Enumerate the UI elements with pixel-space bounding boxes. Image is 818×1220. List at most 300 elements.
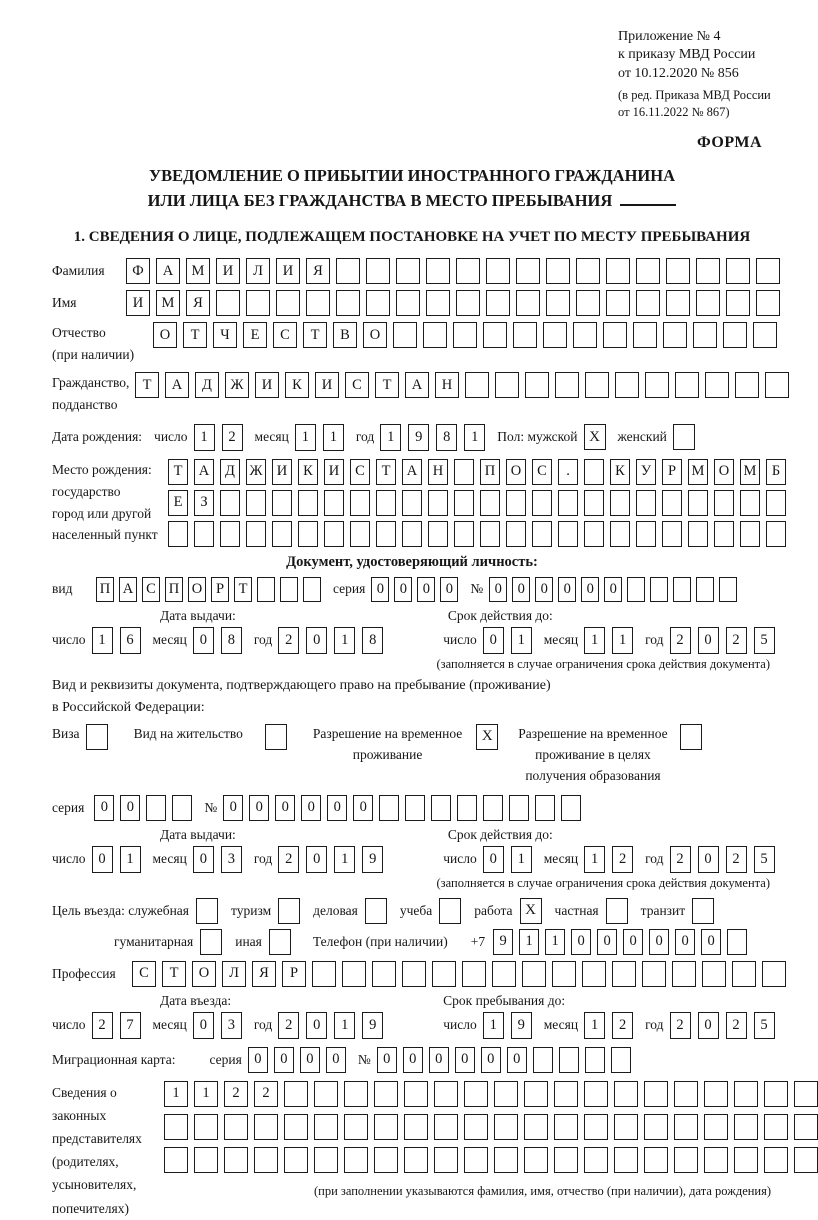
form-cell[interactable] bbox=[555, 372, 579, 398]
form-cell[interactable]: 2 bbox=[224, 1081, 248, 1107]
form-cell[interactable] bbox=[246, 490, 266, 516]
form-cell[interactable]: О bbox=[363, 322, 387, 348]
form-cell[interactable]: У bbox=[636, 459, 656, 485]
form-cell[interactable]: 9 bbox=[362, 1012, 383, 1039]
form-cell[interactable] bbox=[766, 521, 786, 547]
form-cell[interactable] bbox=[696, 258, 720, 284]
form-cell[interactable]: Т bbox=[303, 322, 327, 348]
temp-residence-checkbox[interactable]: X bbox=[476, 724, 498, 750]
form-cell[interactable] bbox=[714, 521, 734, 547]
form-cell[interactable]: 2 bbox=[670, 627, 691, 654]
form-cell[interactable]: С bbox=[345, 372, 369, 398]
form-cell[interactable]: 0 bbox=[94, 795, 114, 821]
form-cell[interactable] bbox=[735, 372, 759, 398]
form-cell[interactable] bbox=[642, 961, 666, 987]
form-cell[interactable] bbox=[753, 322, 777, 348]
form-cell[interactable]: 0 bbox=[698, 846, 719, 873]
form-cell[interactable] bbox=[374, 1114, 398, 1140]
form-cell[interactable] bbox=[344, 1147, 368, 1173]
form-cell[interactable] bbox=[298, 490, 318, 516]
form-cell[interactable] bbox=[513, 322, 537, 348]
form-cell[interactable] bbox=[194, 1114, 218, 1140]
form-cell[interactable]: Д bbox=[220, 459, 240, 485]
form-cell[interactable] bbox=[426, 290, 450, 316]
form-cell[interactable]: 1 bbox=[511, 846, 532, 873]
form-cell[interactable] bbox=[719, 577, 737, 602]
form-cell[interactable]: 1 bbox=[334, 1012, 355, 1039]
form-cell[interactable] bbox=[584, 1114, 608, 1140]
form-cell[interactable]: Т bbox=[135, 372, 159, 398]
form-cell[interactable] bbox=[492, 961, 516, 987]
form-cell[interactable]: Д bbox=[195, 372, 219, 398]
form-cell[interactable]: 1 bbox=[545, 929, 565, 955]
form-cell[interactable] bbox=[705, 372, 729, 398]
form-cell[interactable]: Л bbox=[222, 961, 246, 987]
form-cell[interactable]: 0 bbox=[571, 929, 591, 955]
form-cell[interactable]: М bbox=[688, 459, 708, 485]
form-cell[interactable]: 2 bbox=[670, 846, 691, 873]
form-cell[interactable] bbox=[561, 795, 581, 821]
form-cell[interactable] bbox=[525, 372, 549, 398]
form-cell[interactable] bbox=[462, 961, 486, 987]
form-cell[interactable]: 0 bbox=[698, 1012, 719, 1039]
form-cell[interactable]: 8 bbox=[221, 627, 242, 654]
form-cell[interactable]: П bbox=[96, 577, 114, 602]
form-cell[interactable] bbox=[224, 1147, 248, 1173]
form-cell[interactable] bbox=[662, 521, 682, 547]
form-cell[interactable]: 0 bbox=[698, 627, 719, 654]
form-cell[interactable]: 1 bbox=[164, 1081, 188, 1107]
form-cell[interactable] bbox=[636, 490, 656, 516]
form-cell[interactable] bbox=[524, 1081, 548, 1107]
form-cell[interactable]: 0 bbox=[193, 627, 214, 654]
form-cell[interactable] bbox=[672, 961, 696, 987]
form-cell[interactable] bbox=[379, 795, 399, 821]
form-cell[interactable]: 5 bbox=[754, 846, 775, 873]
form-cell[interactable] bbox=[172, 795, 192, 821]
form-cell[interactable]: И bbox=[315, 372, 339, 398]
form-cell[interactable]: 0 bbox=[249, 795, 269, 821]
form-cell[interactable] bbox=[480, 490, 500, 516]
form-cell[interactable]: 0 bbox=[377, 1047, 397, 1073]
form-cell[interactable]: С bbox=[532, 459, 552, 485]
form-cell[interactable]: 1 bbox=[584, 1012, 605, 1039]
form-cell[interactable]: 0 bbox=[675, 929, 695, 955]
form-cell[interactable]: 0 bbox=[483, 846, 504, 873]
form-cell[interactable] bbox=[636, 258, 660, 284]
form-cell[interactable] bbox=[576, 258, 600, 284]
form-cell[interactable]: 1 bbox=[519, 929, 539, 955]
form-cell[interactable]: 2 bbox=[92, 1012, 113, 1039]
form-cell[interactable] bbox=[432, 961, 456, 987]
form-cell[interactable] bbox=[614, 1081, 638, 1107]
form-cell[interactable]: 9 bbox=[362, 846, 383, 873]
purpose-humanitarian-checkbox[interactable] bbox=[200, 929, 222, 955]
form-cell[interactable]: А bbox=[402, 459, 422, 485]
form-cell[interactable] bbox=[522, 961, 546, 987]
form-cell[interactable] bbox=[734, 1081, 758, 1107]
form-cell[interactable]: 2 bbox=[222, 424, 243, 451]
purpose-study-checkbox[interactable] bbox=[439, 898, 461, 924]
form-cell[interactable] bbox=[554, 1081, 578, 1107]
form-cell[interactable] bbox=[314, 1114, 338, 1140]
form-cell[interactable]: И bbox=[324, 459, 344, 485]
form-cell[interactable]: Н bbox=[428, 459, 448, 485]
form-cell[interactable] bbox=[272, 490, 292, 516]
form-cell[interactable]: К bbox=[298, 459, 318, 485]
form-cell[interactable] bbox=[674, 1081, 698, 1107]
form-cell[interactable] bbox=[426, 258, 450, 284]
form-cell[interactable]: И bbox=[255, 372, 279, 398]
form-cell[interactable] bbox=[740, 521, 760, 547]
form-cell[interactable]: А bbox=[405, 372, 429, 398]
form-cell[interactable]: 1 bbox=[612, 627, 633, 654]
form-cell[interactable] bbox=[494, 1114, 518, 1140]
form-cell[interactable] bbox=[644, 1081, 668, 1107]
form-cell[interactable] bbox=[756, 290, 780, 316]
form-cell[interactable] bbox=[494, 1081, 518, 1107]
form-cell[interactable] bbox=[585, 1047, 605, 1073]
form-cell[interactable] bbox=[645, 372, 669, 398]
form-cell[interactable] bbox=[765, 372, 789, 398]
form-cell[interactable] bbox=[584, 1147, 608, 1173]
form-cell[interactable] bbox=[688, 490, 708, 516]
form-cell[interactable] bbox=[246, 521, 266, 547]
form-cell[interactable] bbox=[374, 1081, 398, 1107]
form-cell[interactable]: С bbox=[142, 577, 160, 602]
form-cell[interactable] bbox=[393, 322, 417, 348]
form-cell[interactable] bbox=[732, 961, 756, 987]
form-cell[interactable] bbox=[428, 521, 448, 547]
form-cell[interactable] bbox=[663, 322, 687, 348]
form-cell[interactable]: 1 bbox=[584, 627, 605, 654]
form-cell[interactable] bbox=[402, 961, 426, 987]
form-cell[interactable]: 0 bbox=[301, 795, 321, 821]
form-cell[interactable] bbox=[614, 1147, 638, 1173]
form-cell[interactable]: 1 bbox=[584, 846, 605, 873]
form-cell[interactable]: Т bbox=[375, 372, 399, 398]
form-cell[interactable] bbox=[284, 1114, 308, 1140]
form-cell[interactable] bbox=[194, 1147, 218, 1173]
form-cell[interactable] bbox=[552, 961, 576, 987]
form-cell[interactable] bbox=[726, 258, 750, 284]
form-cell[interactable] bbox=[434, 1114, 458, 1140]
form-cell[interactable] bbox=[546, 290, 570, 316]
form-cell[interactable]: 0 bbox=[597, 929, 617, 955]
form-cell[interactable] bbox=[146, 795, 166, 821]
form-cell[interactable]: 0 bbox=[558, 577, 576, 602]
form-cell[interactable]: И bbox=[216, 258, 240, 284]
temp-residence-education-checkbox[interactable] bbox=[680, 724, 702, 750]
form-cell[interactable] bbox=[674, 1147, 698, 1173]
form-cell[interactable] bbox=[727, 929, 747, 955]
form-cell[interactable] bbox=[506, 490, 526, 516]
form-cell[interactable] bbox=[764, 1114, 788, 1140]
form-cell[interactable]: М bbox=[186, 258, 210, 284]
form-cell[interactable]: 0 bbox=[306, 846, 327, 873]
form-cell[interactable] bbox=[704, 1147, 728, 1173]
form-cell[interactable] bbox=[516, 290, 540, 316]
purpose-other-checkbox[interactable] bbox=[269, 929, 291, 955]
form-cell[interactable] bbox=[584, 521, 604, 547]
form-cell[interactable] bbox=[559, 1047, 579, 1073]
form-cell[interactable] bbox=[723, 322, 747, 348]
form-cell[interactable]: 0 bbox=[489, 577, 507, 602]
form-cell[interactable] bbox=[650, 577, 668, 602]
form-cell[interactable]: Т bbox=[234, 577, 252, 602]
form-cell[interactable]: 1 bbox=[194, 424, 215, 451]
form-cell[interactable] bbox=[483, 795, 503, 821]
form-cell[interactable] bbox=[344, 1114, 368, 1140]
form-cell[interactable] bbox=[465, 372, 489, 398]
form-cell[interactable] bbox=[696, 577, 714, 602]
form-cell[interactable] bbox=[636, 521, 656, 547]
form-cell[interactable]: 0 bbox=[193, 846, 214, 873]
form-cell[interactable]: 1 bbox=[194, 1081, 218, 1107]
form-cell[interactable]: 5 bbox=[754, 627, 775, 654]
form-cell[interactable] bbox=[644, 1147, 668, 1173]
form-cell[interactable]: В bbox=[333, 322, 357, 348]
form-cell[interactable] bbox=[532, 490, 552, 516]
form-cell[interactable] bbox=[324, 490, 344, 516]
form-cell[interactable] bbox=[582, 961, 606, 987]
form-cell[interactable]: 2 bbox=[278, 846, 299, 873]
form-cell[interactable]: Т bbox=[183, 322, 207, 348]
form-cell[interactable] bbox=[486, 258, 510, 284]
form-cell[interactable]: А bbox=[156, 258, 180, 284]
form-cell[interactable] bbox=[734, 1114, 758, 1140]
form-cell[interactable]: 7 bbox=[120, 1012, 141, 1039]
form-cell[interactable] bbox=[495, 372, 519, 398]
form-cell[interactable] bbox=[194, 521, 214, 547]
form-cell[interactable]: 1 bbox=[511, 627, 532, 654]
form-cell[interactable] bbox=[284, 1147, 308, 1173]
form-cell[interactable] bbox=[464, 1114, 488, 1140]
form-cell[interactable]: О bbox=[506, 459, 526, 485]
form-cell[interactable]: 0 bbox=[701, 929, 721, 955]
form-cell[interactable]: К bbox=[610, 459, 630, 485]
form-cell[interactable] bbox=[216, 290, 240, 316]
form-cell[interactable]: С bbox=[350, 459, 370, 485]
form-cell[interactable]: О bbox=[153, 322, 177, 348]
form-cell[interactable]: Ж bbox=[246, 459, 266, 485]
form-cell[interactable] bbox=[636, 290, 660, 316]
form-cell[interactable] bbox=[372, 961, 396, 987]
form-cell[interactable] bbox=[246, 290, 270, 316]
form-cell[interactable] bbox=[666, 290, 690, 316]
form-cell[interactable] bbox=[762, 961, 786, 987]
form-cell[interactable] bbox=[257, 577, 275, 602]
form-cell[interactable] bbox=[303, 577, 321, 602]
form-cell[interactable] bbox=[543, 322, 567, 348]
form-cell[interactable] bbox=[794, 1114, 818, 1140]
form-cell[interactable] bbox=[704, 1114, 728, 1140]
form-cell[interactable] bbox=[740, 490, 760, 516]
form-cell[interactable]: 9 bbox=[408, 424, 429, 451]
form-cell[interactable] bbox=[431, 795, 451, 821]
form-cell[interactable] bbox=[376, 490, 396, 516]
form-cell[interactable] bbox=[714, 490, 734, 516]
form-cell[interactable]: 2 bbox=[670, 1012, 691, 1039]
form-cell[interactable]: С bbox=[132, 961, 156, 987]
form-cell[interactable] bbox=[284, 1081, 308, 1107]
form-cell[interactable] bbox=[610, 521, 630, 547]
sex-female-checkbox[interactable] bbox=[673, 424, 695, 450]
form-cell[interactable]: 0 bbox=[353, 795, 373, 821]
form-cell[interactable] bbox=[428, 490, 448, 516]
form-cell[interactable] bbox=[554, 1147, 578, 1173]
form-cell[interactable]: 0 bbox=[300, 1047, 320, 1073]
form-cell[interactable]: М bbox=[740, 459, 760, 485]
form-cell[interactable] bbox=[314, 1081, 338, 1107]
form-cell[interactable] bbox=[324, 521, 344, 547]
form-cell[interactable] bbox=[336, 258, 360, 284]
form-cell[interactable]: 1 bbox=[92, 627, 113, 654]
form-cell[interactable]: И bbox=[126, 290, 150, 316]
form-cell[interactable]: Л bbox=[246, 258, 270, 284]
form-cell[interactable] bbox=[576, 290, 600, 316]
form-cell[interactable] bbox=[314, 1147, 338, 1173]
form-cell[interactable]: О bbox=[192, 961, 216, 987]
form-cell[interactable] bbox=[464, 1147, 488, 1173]
form-cell[interactable]: 0 bbox=[417, 577, 435, 602]
form-cell[interactable]: 0 bbox=[326, 1047, 346, 1073]
form-cell[interactable] bbox=[276, 290, 300, 316]
form-cell[interactable]: 8 bbox=[362, 627, 383, 654]
form-cell[interactable]: А bbox=[165, 372, 189, 398]
form-cell[interactable]: 0 bbox=[92, 846, 113, 873]
form-cell[interactable]: 0 bbox=[193, 1012, 214, 1039]
form-cell[interactable] bbox=[675, 372, 699, 398]
form-cell[interactable] bbox=[457, 795, 477, 821]
form-cell[interactable]: 1 bbox=[334, 627, 355, 654]
form-cell[interactable]: 0 bbox=[394, 577, 412, 602]
form-cell[interactable] bbox=[272, 521, 292, 547]
form-cell[interactable]: О bbox=[188, 577, 206, 602]
form-cell[interactable]: Я bbox=[306, 258, 330, 284]
form-cell[interactable] bbox=[456, 290, 480, 316]
form-cell[interactable] bbox=[704, 1081, 728, 1107]
form-cell[interactable]: 0 bbox=[306, 627, 327, 654]
form-cell[interactable] bbox=[794, 1081, 818, 1107]
form-cell[interactable]: 2 bbox=[612, 1012, 633, 1039]
form-cell[interactable]: Р bbox=[282, 961, 306, 987]
form-cell[interactable] bbox=[480, 521, 500, 547]
form-cell[interactable] bbox=[306, 290, 330, 316]
purpose-work-checkbox[interactable]: X bbox=[520, 898, 542, 924]
form-cell[interactable]: 2 bbox=[278, 627, 299, 654]
form-cell[interactable]: З bbox=[194, 490, 214, 516]
form-cell[interactable]: Я bbox=[252, 961, 276, 987]
form-cell[interactable] bbox=[224, 1114, 248, 1140]
form-cell[interactable]: 0 bbox=[535, 577, 553, 602]
form-cell[interactable]: 1 bbox=[380, 424, 401, 451]
form-cell[interactable]: 1 bbox=[295, 424, 316, 451]
form-cell[interactable]: 0 bbox=[429, 1047, 449, 1073]
form-cell[interactable]: 0 bbox=[483, 627, 504, 654]
form-cell[interactable]: Р bbox=[662, 459, 682, 485]
visa-checkbox[interactable] bbox=[86, 724, 108, 750]
form-cell[interactable]: 2 bbox=[254, 1081, 278, 1107]
form-cell[interactable] bbox=[486, 290, 510, 316]
form-cell[interactable] bbox=[558, 490, 578, 516]
form-cell[interactable] bbox=[688, 521, 708, 547]
form-cell[interactable]: 9 bbox=[493, 929, 513, 955]
form-cell[interactable]: Т bbox=[168, 459, 188, 485]
form-cell[interactable]: Н bbox=[435, 372, 459, 398]
form-cell[interactable]: 9 bbox=[511, 1012, 532, 1039]
form-cell[interactable] bbox=[402, 490, 422, 516]
form-cell[interactable] bbox=[756, 258, 780, 284]
form-cell[interactable] bbox=[404, 1114, 428, 1140]
form-cell[interactable] bbox=[615, 372, 639, 398]
purpose-private-checkbox[interactable] bbox=[606, 898, 628, 924]
form-cell[interactable]: 8 bbox=[436, 424, 457, 451]
form-cell[interactable]: 1 bbox=[483, 1012, 504, 1039]
form-cell[interactable]: М bbox=[156, 290, 180, 316]
form-cell[interactable]: Ж bbox=[225, 372, 249, 398]
form-cell[interactable]: А bbox=[119, 577, 137, 602]
form-cell[interactable]: 3 bbox=[221, 846, 242, 873]
form-cell[interactable]: 2 bbox=[726, 627, 747, 654]
form-cell[interactable]: Р bbox=[211, 577, 229, 602]
form-cell[interactable]: 5 bbox=[754, 1012, 775, 1039]
form-cell[interactable] bbox=[726, 290, 750, 316]
form-cell[interactable]: 2 bbox=[612, 846, 633, 873]
form-cell[interactable] bbox=[464, 1081, 488, 1107]
form-cell[interactable] bbox=[254, 1147, 278, 1173]
form-cell[interactable]: 0 bbox=[623, 929, 643, 955]
form-cell[interactable] bbox=[662, 490, 682, 516]
sex-male-checkbox[interactable]: X bbox=[584, 424, 606, 450]
form-cell[interactable] bbox=[366, 258, 390, 284]
form-cell[interactable] bbox=[673, 577, 691, 602]
form-cell[interactable]: И bbox=[276, 258, 300, 284]
form-cell[interactable] bbox=[164, 1114, 188, 1140]
form-cell[interactable] bbox=[766, 490, 786, 516]
form-cell[interactable]: . bbox=[558, 459, 578, 485]
form-cell[interactable] bbox=[627, 577, 645, 602]
form-cell[interactable] bbox=[254, 1114, 278, 1140]
form-cell[interactable] bbox=[693, 322, 717, 348]
residence-permit-checkbox[interactable] bbox=[265, 724, 287, 750]
form-cell[interactable] bbox=[454, 459, 474, 485]
form-cell[interactable] bbox=[606, 258, 630, 284]
purpose-official-checkbox[interactable] bbox=[196, 898, 218, 924]
form-cell[interactable]: Ч bbox=[213, 322, 237, 348]
purpose-transit-checkbox[interactable] bbox=[692, 898, 714, 924]
form-cell[interactable] bbox=[666, 258, 690, 284]
form-cell[interactable] bbox=[342, 961, 366, 987]
form-cell[interactable] bbox=[532, 521, 552, 547]
form-cell[interactable]: П bbox=[480, 459, 500, 485]
form-cell[interactable] bbox=[606, 290, 630, 316]
form-cell[interactable] bbox=[644, 1114, 668, 1140]
form-cell[interactable]: П bbox=[165, 577, 183, 602]
form-cell[interactable] bbox=[585, 372, 609, 398]
form-cell[interactable] bbox=[558, 521, 578, 547]
form-cell[interactable] bbox=[456, 258, 480, 284]
form-cell[interactable] bbox=[423, 322, 447, 348]
form-cell[interactable] bbox=[434, 1081, 458, 1107]
form-cell[interactable]: Ф bbox=[126, 258, 150, 284]
form-cell[interactable] bbox=[168, 521, 188, 547]
form-cell[interactable] bbox=[454, 521, 474, 547]
form-cell[interactable] bbox=[220, 521, 240, 547]
form-cell[interactable]: Е bbox=[168, 490, 188, 516]
form-cell[interactable] bbox=[312, 961, 336, 987]
form-cell[interactable]: 1 bbox=[464, 424, 485, 451]
